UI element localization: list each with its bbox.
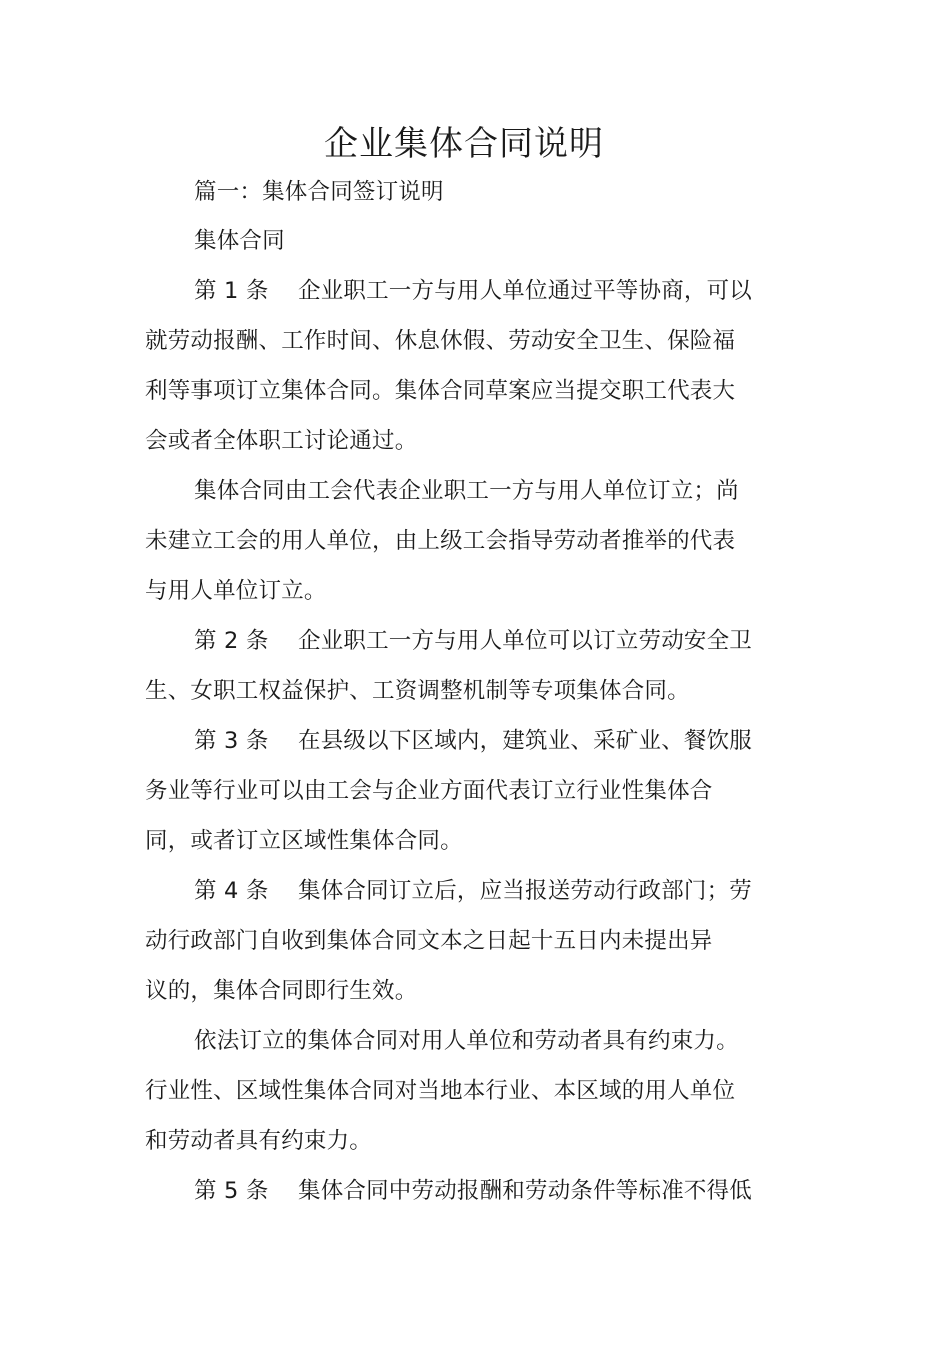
- section-heading: 篇一：集体合同签订说明: [194, 179, 444, 205]
- paragraph-line: 利等事项订立集体合同。集体合同草案应当提交职工代表大: [145, 378, 736, 404]
- article-5-first-line: [194, 1174, 752, 1208]
- paragraph-line: 就劳动报酬、工作时间、休息休假、劳动安全卫生、保险福: [145, 328, 736, 354]
- paragraph-line: 与用人单位订立。: [145, 578, 327, 604]
- article-4-first-line: [194, 874, 752, 908]
- document-title: 企业集体合同说明: [324, 124, 604, 164]
- paragraph-line: 未建立工会的用人单位，由上级工会指导劳动者推举的代表: [145, 528, 736, 554]
- paragraph-line: 动行政部门自收到集体合同文本之日起十五日内未提出异: [145, 928, 713, 954]
- paragraph-line: 生、女职工权益保护、工资调整机制等专项集体合同。: [145, 678, 690, 704]
- paragraph-line: 议的，集体合同即行生效。: [145, 978, 418, 1004]
- paragraph-line: 同，或者订立区域性集体合同。: [145, 828, 463, 854]
- article-3-first-line: [194, 724, 752, 758]
- paragraph-line: 在县级以下区域内，建筑业、采矿业、餐饮服: [298, 728, 753, 754]
- article-1-number: 第 1 条: [194, 278, 269, 304]
- paragraph-line: 务业等行业可以由工会与企业方面代表订立行业性集体合: [145, 778, 713, 804]
- paragraph-line: 会或者全体职工讨论通过。: [145, 428, 418, 454]
- paragraph-line: 集体合同由工会代表企业职工一方与用人单位订立；尚: [194, 478, 739, 504]
- paragraph-line: 和劳动者具有约束力。: [145, 1128, 373, 1154]
- article-4-number: 第 4 条: [194, 878, 269, 904]
- paragraph-line: 行业性、区域性集体合同对当地本行业、本区域的用人单位: [145, 1078, 736, 1104]
- article-3-number: 第 3 条: [194, 728, 269, 754]
- paragraph-line: 依法订立的集体合同对用人单位和劳动者具有约束力。: [194, 1028, 739, 1054]
- paragraph-line: 企业职工一方与用人单位通过平等协商，可以: [298, 278, 753, 304]
- article-2-first-line: [194, 624, 752, 658]
- article-2-number: 第 2 条: [194, 628, 269, 654]
- paragraph-line: 集体合同订立后，应当报送劳动行政部门；劳: [298, 878, 753, 904]
- subheading: 集体合同: [194, 228, 285, 254]
- paragraph-line: 集体合同中劳动报酬和劳动条件等标准不得低: [298, 1178, 753, 1204]
- article-1-first-line: [194, 274, 752, 308]
- article-5-number: 第 5 条: [194, 1178, 269, 1204]
- paragraph-line: 企业职工一方与用人单位可以订立劳动安全卫: [298, 628, 753, 654]
